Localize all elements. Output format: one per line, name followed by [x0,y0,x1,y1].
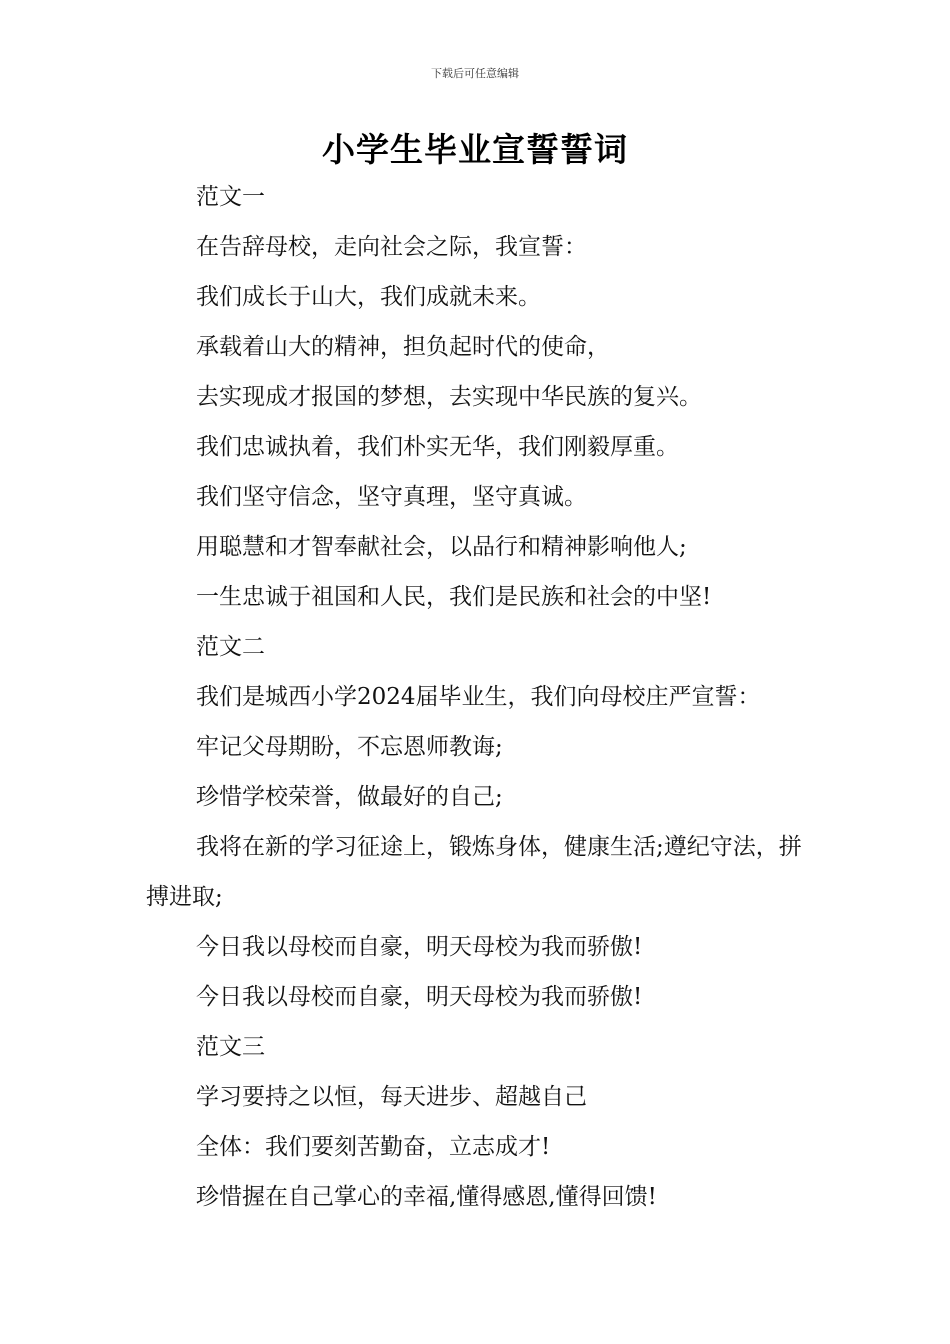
paragraph-line: 全体：我们要刻苦勤奋，立志成才! [196,1134,551,1160]
paragraph-line: 承载着山大的精神，担负起时代的使命， [196,334,610,360]
document-body [146,172,810,1222]
paragraph-line: 今日我以母校而自豪，明天母校为我而骄傲! [196,984,643,1010]
paragraph-line: 在告辞母校，走向社会之际，我宣誓： [196,234,587,260]
section-heading: 范文一 [196,184,265,210]
paragraph-line: 今日我以母校而自豪，明天母校为我而骄傲! [196,934,643,960]
paragraph-line: 我们是城西小学2024届毕业生，我们向母校庄严宣誓： [196,684,761,710]
header-note: 下载后可任意编辑 [431,67,519,80]
paragraph-line: 学习要持之以恒，每天进步、超越自己 [196,1084,587,1110]
paragraph-line: 一生忠诚于祖国和人民，我们是民族和社会的中坚! [196,584,712,610]
paragraph-line: 牢记父母期盼，不忘恩师教诲; [196,734,503,760]
section-heading: 范文二 [196,634,265,660]
paragraph-line: 珍惜学校荣誉，做最好的自己; [196,784,503,810]
document-title: 小学生毕业宣誓誓词 [322,130,628,169]
paragraph-line: 我们成长于山大，我们成就未来。 [196,284,541,310]
paragraph-line: 珍惜握在自己掌心的幸福,懂得感恩,懂得回馈! [196,1184,657,1210]
paragraph-line: 去实现成才报国的梦想，去实现中华民族的复兴。 [196,384,702,410]
paragraph-line: 我们忠诚执着，我们朴实无华，我们刚毅厚重。 [196,434,679,460]
paragraph-line: 用聪慧和才智奉献社会，以品行和精神影响他人; [196,534,687,560]
paragraph-line: 我们坚守信念，坚守真理，坚守真诚。 [196,484,587,510]
wrapped-paragraph: 我将在新的学习征途上，锻炼身体，健康生活;遵纪守法，拼搏进取; [146,834,802,910]
section-heading: 范文三 [196,1034,265,1060]
